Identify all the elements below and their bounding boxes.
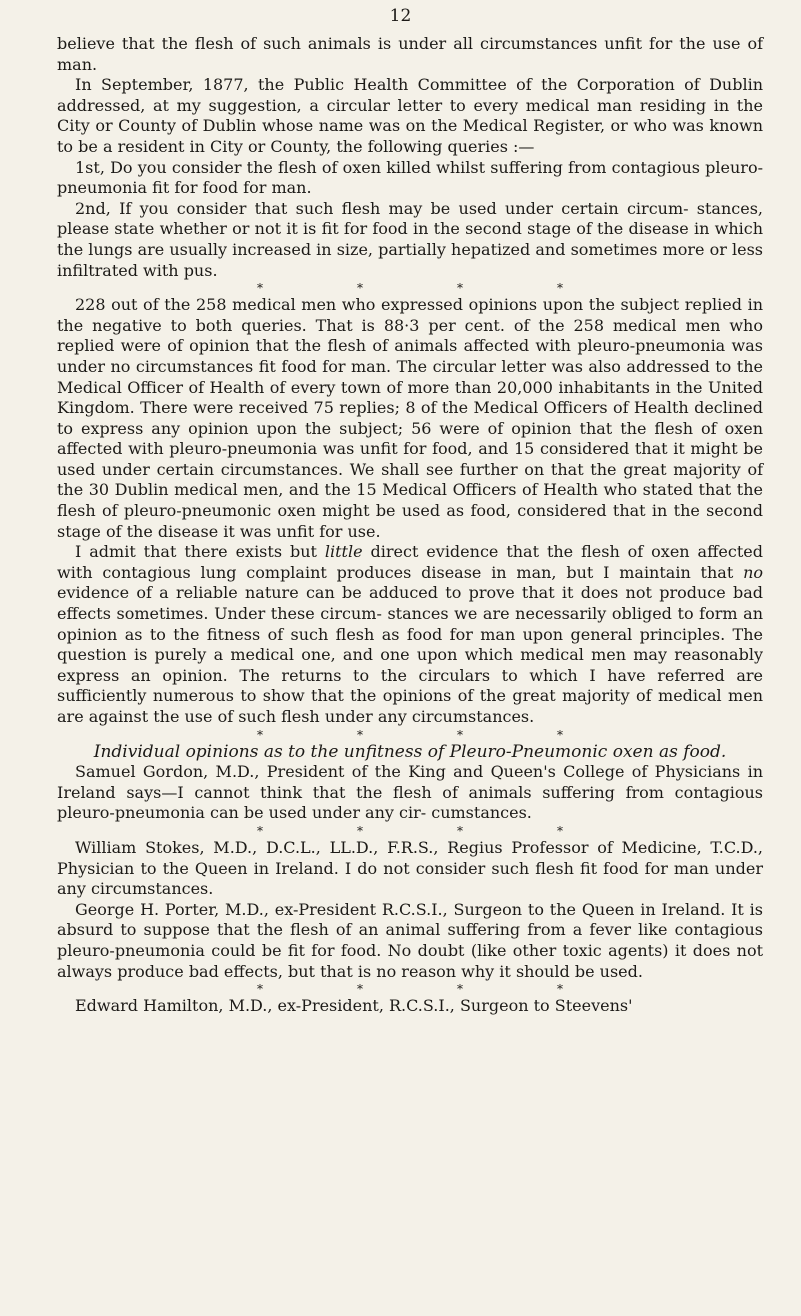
emphasis-little: little xyxy=(324,542,363,562)
emphasis-no: no xyxy=(743,562,763,582)
star: * xyxy=(457,823,463,838)
opinion-stokes: William Stokes, M.D., D.C.L., LL.D., F.R.S., Regius Professor of Medicine, T.C.D., Physician to the Queen in Ireland. I do not consider such flesh fit food for man under any circumstances. xyxy=(57,837,763,899)
star: * xyxy=(257,281,263,296)
separator-stars xyxy=(57,728,763,742)
separator-stars xyxy=(57,982,763,996)
star: * xyxy=(557,281,563,296)
paragraph-continuation: believe that the flesh of such animals is under all circumstances unfit for the use of man. xyxy=(57,34,763,74)
star: * xyxy=(257,982,263,997)
opinion-hamilton: Edward Hamilton, M.D., ex-President, R.C.S.I., Surgeon to Steevens' xyxy=(75,996,633,1016)
star: * xyxy=(457,281,463,296)
text-run: evidence of a reliable nature can be adduced to prove that it does not produce bad effects sometimes. Under these circum- stances we are necessarily obliged to form an opinion as to the fitness of such flesh as food for man upon general principles. The question is purely a medical one, and one upon which medical men may reasonably express an opinion. The returns to the circulars to which I have referred are sufficiently numerous to show that the opinions of the great majority of medical men are against the use of such flesh under any circumstances. xyxy=(57,583,763,726)
star: * xyxy=(457,727,463,742)
star: * xyxy=(257,823,263,838)
star: * xyxy=(257,727,263,742)
star: * xyxy=(457,982,463,997)
star: * xyxy=(357,982,363,997)
star: * xyxy=(357,727,363,742)
star: * xyxy=(357,823,363,838)
page-body xyxy=(57,34,763,1017)
page-number: 12 xyxy=(389,6,412,26)
opinion-porter: George H. Porter, M.D., ex-President R.C.S.I., Surgeon to the Queen in Ireland. It is absurd to suppose that the flesh of an animal suffering from a fever like contagious pleuro-pneumonia could be fit for food. No doubt (like other toxic agents) it does not always produce bad effects, but that is no reason why it should be used. xyxy=(57,899,763,981)
paragraph-evidence xyxy=(57,542,763,727)
star: * xyxy=(557,982,563,997)
text-run: I admit that there exists but xyxy=(75,542,325,562)
paragraph-results: 228 out of the 258 medical men who expressed opinions upon the subject replied in the negative to both queries. That is 88·3 per cent. of the 258 medical men who replied were of opinion that the flesh of animals affected with pleuro-pneumonia was under no circumstances fit food for man. The circular letter was also addressed to the Medical Officer of Health of every town of more than 20,000 inhabitants in the United Kingdom. There were received 75 replies; 8 of the Medical Officers of Health declined to express any opinion upon the subject; 56 were of opinion that the flesh of oxen affected with pleuro-pneumonia was unfit for food, and 15 considered that it might be used under certain circumstances. We shall see further on that the great majority of the 30 Dublin medical men, and the 15 Medical Officers of Health who stated that the flesh of pleuro-pneumonic oxen might be used as food, considered that in the second stage of the disease it was unfit for use. xyxy=(57,295,763,541)
star: * xyxy=(557,727,563,742)
paragraph-circular: In September, 1877, the Public Health Committee of the Corporation of Dublin addressed, at my suggestion, a circular letter to every medical man residing in the City or County of Dublin whose name was on the Medical Register, or who was known to be a resident in City or County, the following queries :— xyxy=(57,75,763,156)
opinion-gordon: Samuel Gordon, M.D., President of the King and Queen's College of Physicians in Ireland says—I cannot think that the flesh of animals suffering from contagious pleuro-pneumonia can be used under any cir- cumstances. xyxy=(57,762,763,823)
star: * xyxy=(357,281,363,296)
query-second: 2nd, If you consider that such flesh may be used under certain circum- stances, please state whether or not it is fit for food in the second stage of the disease in which the lungs are usually increased in size, partially hepatized and sometimes more or less infiltrated with pus. xyxy=(57,198,763,280)
section-heading: Individual opinions as to the unfitness of Pleuro-Pneumonic oxen as food. xyxy=(93,741,727,762)
text-run: direct evidence that the flesh of oxen affected with contagious lung complaint produces disease in man, but I maintain that xyxy=(57,542,764,582)
separator-stars xyxy=(57,281,763,295)
query-first: 1st, Do you consider the flesh of oxen killed whilst suffering from contagious pleuro-pneumonia fit for food for man. xyxy=(57,157,763,198)
star: * xyxy=(557,823,563,838)
separator-stars xyxy=(57,824,763,838)
